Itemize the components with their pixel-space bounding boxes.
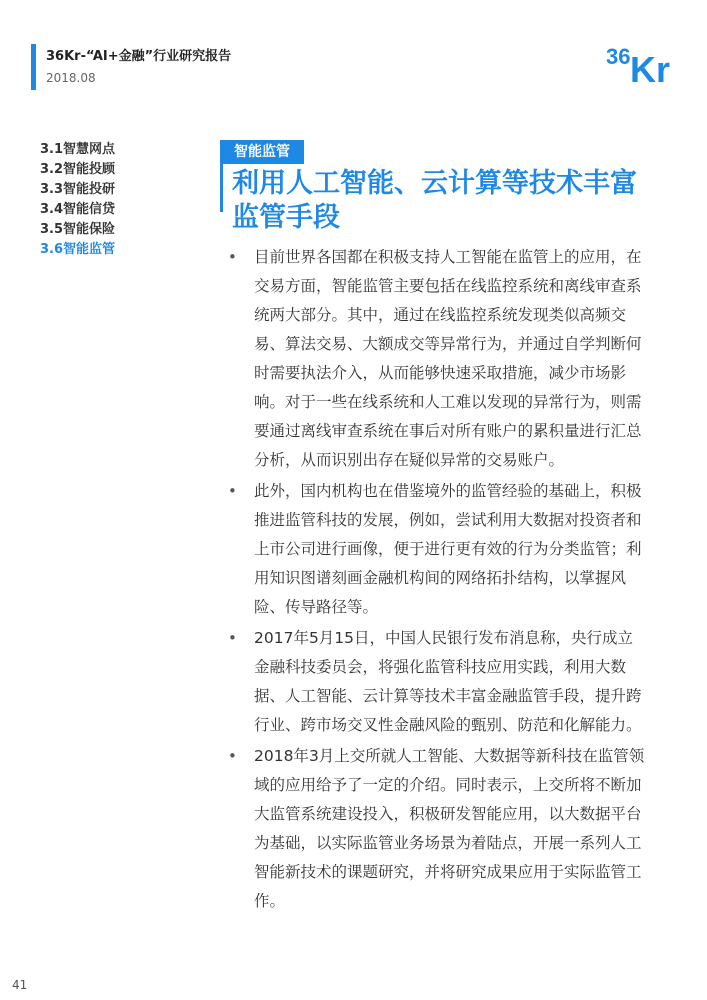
bullet-paragraph-4: • 2018年3月上交所就人工智能、大数据等新科技在监管领域的应用给予了一定的介绍。同时表示，上交所将不断加大监管系统建设投入，积极研发智能应用，以大数据平台为基础，以实际监管业务场景为着陆点，开展一系列人工智能新技术的课题研究，并将研究成果应用于实际监管工作。 — [226, 742, 646, 916]
toc-item-3-1[interactable]: 3.1智慧网点 — [40, 142, 116, 157]
bullet-paragraph-3: • 2017年5月15日，中国人民银行发布消息称，央行成立金融科技委员会，将强化监管科技应用实践，利用大数据、人工智能、云计算等技术丰富金融监管手段，提升跨行业、跨市场交叉性金融风险的甄别、防范和化解能力。 — [226, 624, 646, 740]
toc-item-3-6-active[interactable]: 3.6智能监管 — [40, 242, 116, 257]
toc-item-3-2[interactable]: 3.2智能投顾 — [40, 162, 116, 177]
logo-36-text: 36 — [606, 44, 631, 69]
title-accent-line — [220, 164, 223, 212]
content-body — [226, 243, 646, 918]
header-accent-bar — [31, 44, 36, 90]
bullet-paragraph-2: • 此外，国内机构也在借鉴境外的监管经验的基础上，积极推进监管科技的发展，例如，尝试利用大数据对投资者和上市公司进行画像，便于进行更有效的行为分类监管；利用知识图谱刻画金融机构间的网络拓扑结构，以掌握风险、传导路径等。 — [226, 477, 646, 622]
page-title: 利用人工智能、云计算等技术丰富监管手段 — [232, 168, 637, 233]
section-tag: 智能监管 — [220, 140, 304, 164]
report-date: 2018.08 — [46, 71, 96, 85]
bullet-paragraph-1: • 目前世界各国都在积极支持人工智能在监管上的应用，在交易方面，智能监管主要包括在线监控系统和离线审查系统两大部分。其中，通过在线监控系统发现类似高频交易、算法交易、大额成交等异常行为，并通过自学判断何时需要执法介入，从而能够快速采取措施，减少市场影响。对于一些在线系统和人工难以发现的异常行为，则需要通过离线审查系统在事后对所有账户的累积量进行汇总分析，从而识别出存在疑似异常的交易账户。 — [226, 243, 646, 475]
logo-kr-text: Kr — [630, 49, 671, 84]
toc-item-3-4[interactable]: 3.4智能信贷 — [40, 202, 116, 217]
toc-item-3-5[interactable]: 3.5智能保险 — [40, 222, 116, 237]
toc-item-3-3[interactable]: 3.3智能投研 — [40, 182, 116, 197]
table-of-contents — [40, 140, 160, 260]
36kr-logo — [606, 40, 682, 84]
page-number: 41 — [12, 978, 28, 992]
report-title: 36Kr-“AI+金融”行业研究报告 — [46, 49, 232, 64]
